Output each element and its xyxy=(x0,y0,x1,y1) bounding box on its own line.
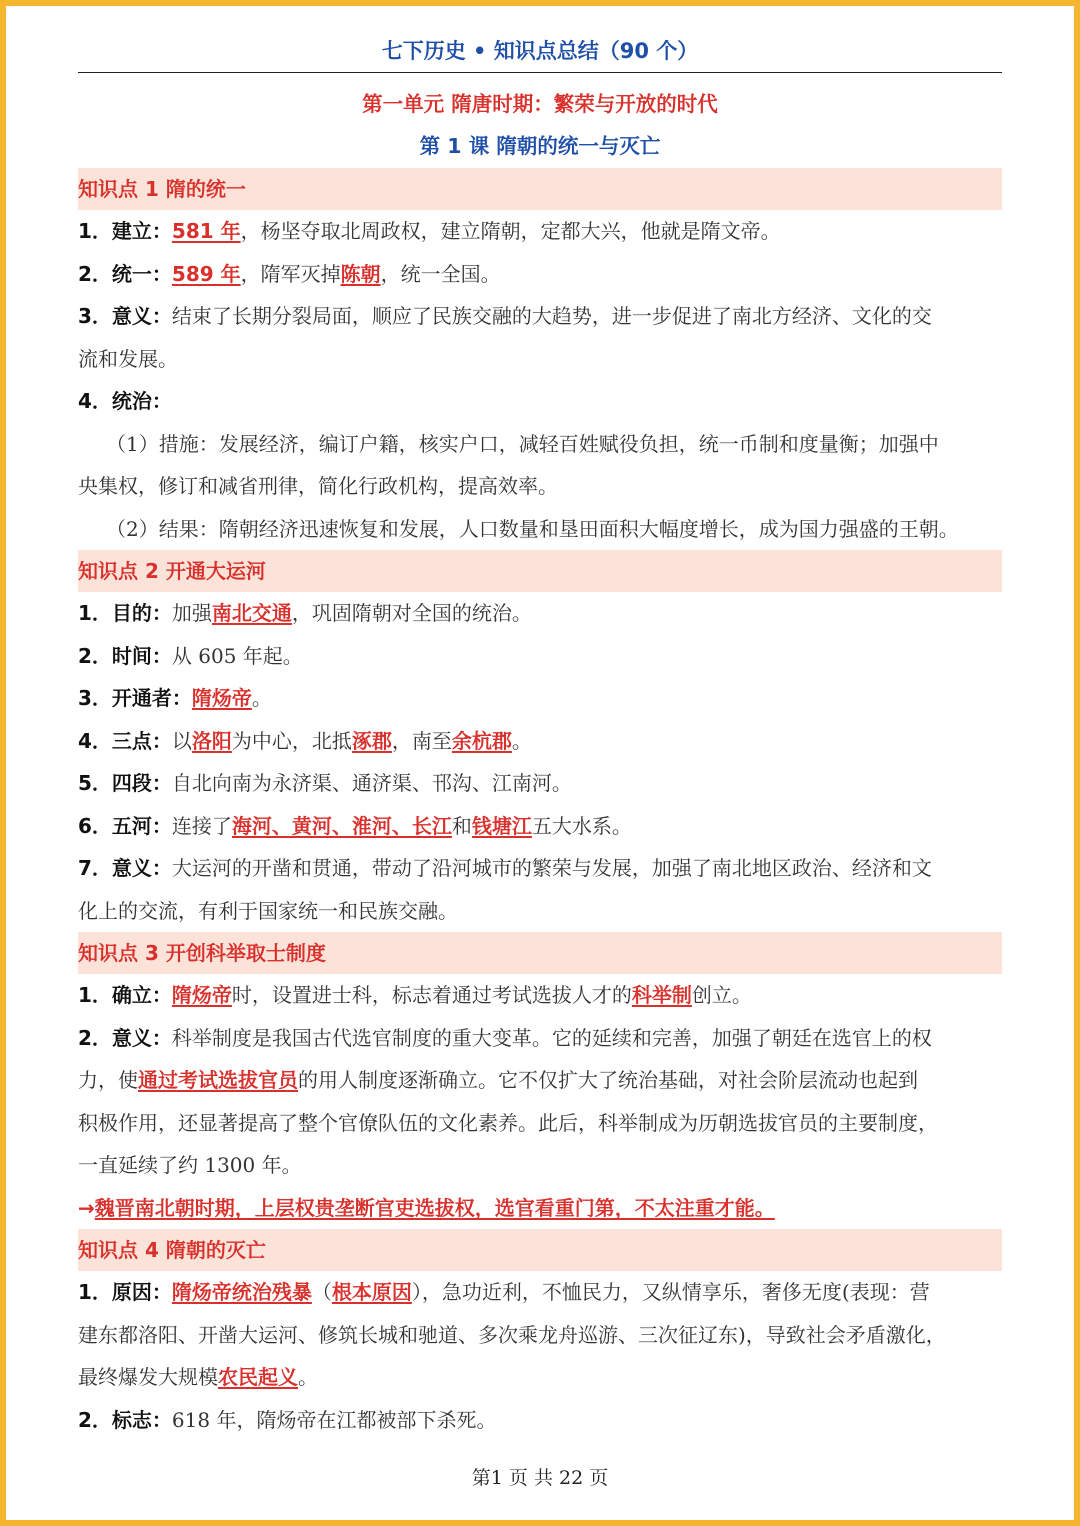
kp2-line-7 xyxy=(78,847,1002,890)
item-key: 目的： xyxy=(111,601,172,625)
item-text: 最终爆发大规模 xyxy=(78,1365,218,1389)
lesson-heading: 第 1 课 隋朝的统一与灭亡 xyxy=(419,134,661,158)
kp4-line-1-cont-b xyxy=(78,1356,1002,1399)
kp2-line-2 xyxy=(78,635,1002,678)
kp1-measure-1-cont: 央集权，修订和减省刑律，简化行政机构，提高效率。 xyxy=(78,474,558,498)
kp1-line-3 xyxy=(78,295,1002,338)
item-number: 4． xyxy=(78,389,112,413)
item-text: ，巩固隋朝对全国的统治。 xyxy=(291,601,532,625)
unit-heading: 第一单元 隋唐时期：繁荣与开放的时代 xyxy=(362,92,718,116)
kp3-heading: 知识点 3 开创科举取士制度 xyxy=(78,932,1002,974)
kp4-heading: 知识点 4 隋朝的灭亡 xyxy=(78,1229,1002,1271)
item-text: 连接了 xyxy=(171,813,232,838)
key-term: 农民起义 xyxy=(218,1365,298,1389)
item-text: 618 年，隋炀帝在江都被部下杀死。 xyxy=(171,1407,497,1432)
item-text: ，隋军灭掉 xyxy=(240,261,341,286)
document-page xyxy=(6,6,1074,1520)
item-key: 标志： xyxy=(111,1407,172,1432)
kp1-result: （2）结果：隋朝经济迅速恢复和发展，人口数量和垦田面积大幅度增长，成为国力强盛的王朝。 xyxy=(106,516,959,541)
item-text: （ xyxy=(311,1280,332,1304)
kp2-heading: 知识点 2 开通大运河 xyxy=(78,550,1002,592)
item-text: 自北向南为永济渠、通济渠、邗沟、江南河。 xyxy=(171,771,572,795)
item-number: 4． xyxy=(78,728,112,753)
key-term: 581 年 xyxy=(171,219,241,243)
key-term: 隋炀帝 xyxy=(191,686,252,710)
kp2-line-7-cont: 化上的交流，有利于国家统一和民族交融。 xyxy=(78,898,458,923)
kp3-line-2-cont-a xyxy=(78,1059,1002,1102)
item-number: 5． xyxy=(78,771,112,795)
kp1-line-2 xyxy=(78,253,1002,296)
kp2-line-4 xyxy=(78,720,1002,763)
item-text: 和 xyxy=(451,813,472,838)
item-text: ），急功近利，不恤民力，又纵情享乐，奢侈无度(表现：营 xyxy=(411,1280,930,1304)
kp4-line-2 xyxy=(78,1399,1002,1442)
key-term: 通过考试选拔官员 xyxy=(138,1068,298,1092)
item-text: 科举制度是我国古代选官制度的重大变革。它的延续和完善，加强了朝廷在选官上的权 xyxy=(171,1025,932,1050)
kp1-heading: 知识点 1 隋的统一 xyxy=(78,168,1002,210)
key-term: 科举制 xyxy=(631,983,692,1007)
key-term: 隋炀帝统治残暴 xyxy=(171,1280,312,1304)
kp3-note xyxy=(78,1187,1002,1230)
item-text: 。 xyxy=(251,686,272,710)
item-number: 7． xyxy=(78,856,112,880)
document-title: 七下历史 • 知识点总结（90 个） xyxy=(381,39,699,63)
item-text: 从 605 年起。 xyxy=(171,643,303,668)
kp1-line-4 xyxy=(78,380,1002,423)
item-key: 确立： xyxy=(111,983,172,1007)
item-text: 。 xyxy=(298,1365,318,1389)
key-term: 589 年 xyxy=(171,261,241,286)
item-text: 的用人制度逐渐确立。它不仅扩大了统治基础，对社会阶层流动也起到 xyxy=(298,1068,918,1092)
kp1-measure-1: （1）措施：发展经济，编订户籍，核实户口，减轻百姓赋役负担，统一币制和度量衡；加强中 xyxy=(106,431,939,456)
key-term: 洛阳 xyxy=(191,728,232,753)
kp2-line-6 xyxy=(78,805,1002,848)
kp3-line-2-cont-b: 积极作用，还显著提高了整个官僚队伍的文化素养。此后，科举制成为历朝选拔官员的主要制度， xyxy=(78,1110,938,1135)
item-number: 2． xyxy=(78,261,112,286)
item-number: 2． xyxy=(78,1407,112,1432)
key-term: 海河、黄河、淮河、长江 xyxy=(231,813,452,838)
item-key: 开通者： xyxy=(111,686,192,710)
kp4-line-1 xyxy=(78,1271,1002,1314)
item-text: 力，使 xyxy=(78,1068,138,1092)
item-key: 统一： xyxy=(111,261,172,286)
key-term: 余杭郡 xyxy=(451,728,512,753)
item-text: 结束了长期分裂局面，顺应了民族交融的大趋势，进一步促进了南北方经济、文化的交 xyxy=(171,304,932,328)
key-term: 钱塘江 xyxy=(471,813,532,838)
item-key: 四段： xyxy=(111,771,172,795)
item-number: 1． xyxy=(78,983,112,1007)
item-text: 加强 xyxy=(171,601,212,625)
item-key: 意义： xyxy=(111,304,172,328)
item-number: 2． xyxy=(78,643,112,668)
kp3-line-1 xyxy=(78,974,1002,1017)
kp3-line-2 xyxy=(78,1017,1002,1060)
item-key: 三点： xyxy=(111,728,172,753)
document-body xyxy=(78,168,1002,1441)
item-text: 大运河的开凿和贯通，带动了沿河城市的繁荣与发展，加强了南北地区政治、经济和文 xyxy=(171,856,932,880)
kp1-line-1 xyxy=(78,210,1002,253)
item-key: 建立： xyxy=(111,219,172,243)
title-rule xyxy=(78,72,1002,73)
key-term: 南北交通 xyxy=(211,601,292,625)
item-text: 五大水系。 xyxy=(531,813,632,838)
page-footer: 第1 页 共 22 页 xyxy=(471,1467,609,1489)
kp1-line-3-cont: 流和发展。 xyxy=(78,346,178,371)
item-number: 6． xyxy=(78,813,112,838)
kp2-line-3 xyxy=(78,677,1002,720)
item-key: 时间： xyxy=(111,643,172,668)
item-number: 3． xyxy=(78,686,112,710)
item-text: 创立。 xyxy=(691,983,752,1007)
item-text: ，杨坚夺取北周政权，建立隋朝，定都大兴，他就是隋文帝。 xyxy=(240,219,781,243)
item-key: 意义： xyxy=(111,1025,172,1050)
item-text: 为中心，北抵 xyxy=(231,728,352,753)
item-key: 统治： xyxy=(111,389,172,413)
item-number: 1． xyxy=(78,601,112,625)
key-term: 根本原因 xyxy=(331,1280,412,1304)
kp2-line-1 xyxy=(78,592,1002,635)
key-term: 陈朝 xyxy=(340,261,381,286)
item-text: ，统一全国。 xyxy=(380,261,501,286)
kp3-line-2-cont-c: 一直延续了约 1300 年。 xyxy=(78,1153,302,1177)
kp4-line-1-cont-a: 建东都洛阳、开凿大运河、修筑长城和驰道、多次乘龙舟巡游、三次征辽东)，导致社会矛盾激化， xyxy=(78,1322,946,1347)
item-number: 2． xyxy=(78,1025,112,1050)
item-key: 原因： xyxy=(111,1280,172,1304)
item-text: 以 xyxy=(171,728,192,753)
kp2-line-5 xyxy=(78,762,1002,805)
item-key: 意义： xyxy=(111,856,172,880)
item-key: 五河： xyxy=(111,813,172,838)
item-number: 1． xyxy=(78,219,112,243)
item-text: 。 xyxy=(511,728,532,753)
key-term: 隋炀帝 xyxy=(171,983,232,1007)
arrow-icon: → xyxy=(78,1195,95,1220)
item-number: 1． xyxy=(78,1280,112,1304)
key-term: 涿郡 xyxy=(351,728,392,753)
item-text: ，南至 xyxy=(391,728,452,753)
item-text: 时，设置进士科，标志着通过考试选拔人才的 xyxy=(231,983,632,1007)
item-number: 3． xyxy=(78,304,112,328)
note-text: 魏晋南北朝时期，上层权贵垄断官吏选拔权，选官看重门第，不太注重才能。 xyxy=(94,1195,775,1220)
